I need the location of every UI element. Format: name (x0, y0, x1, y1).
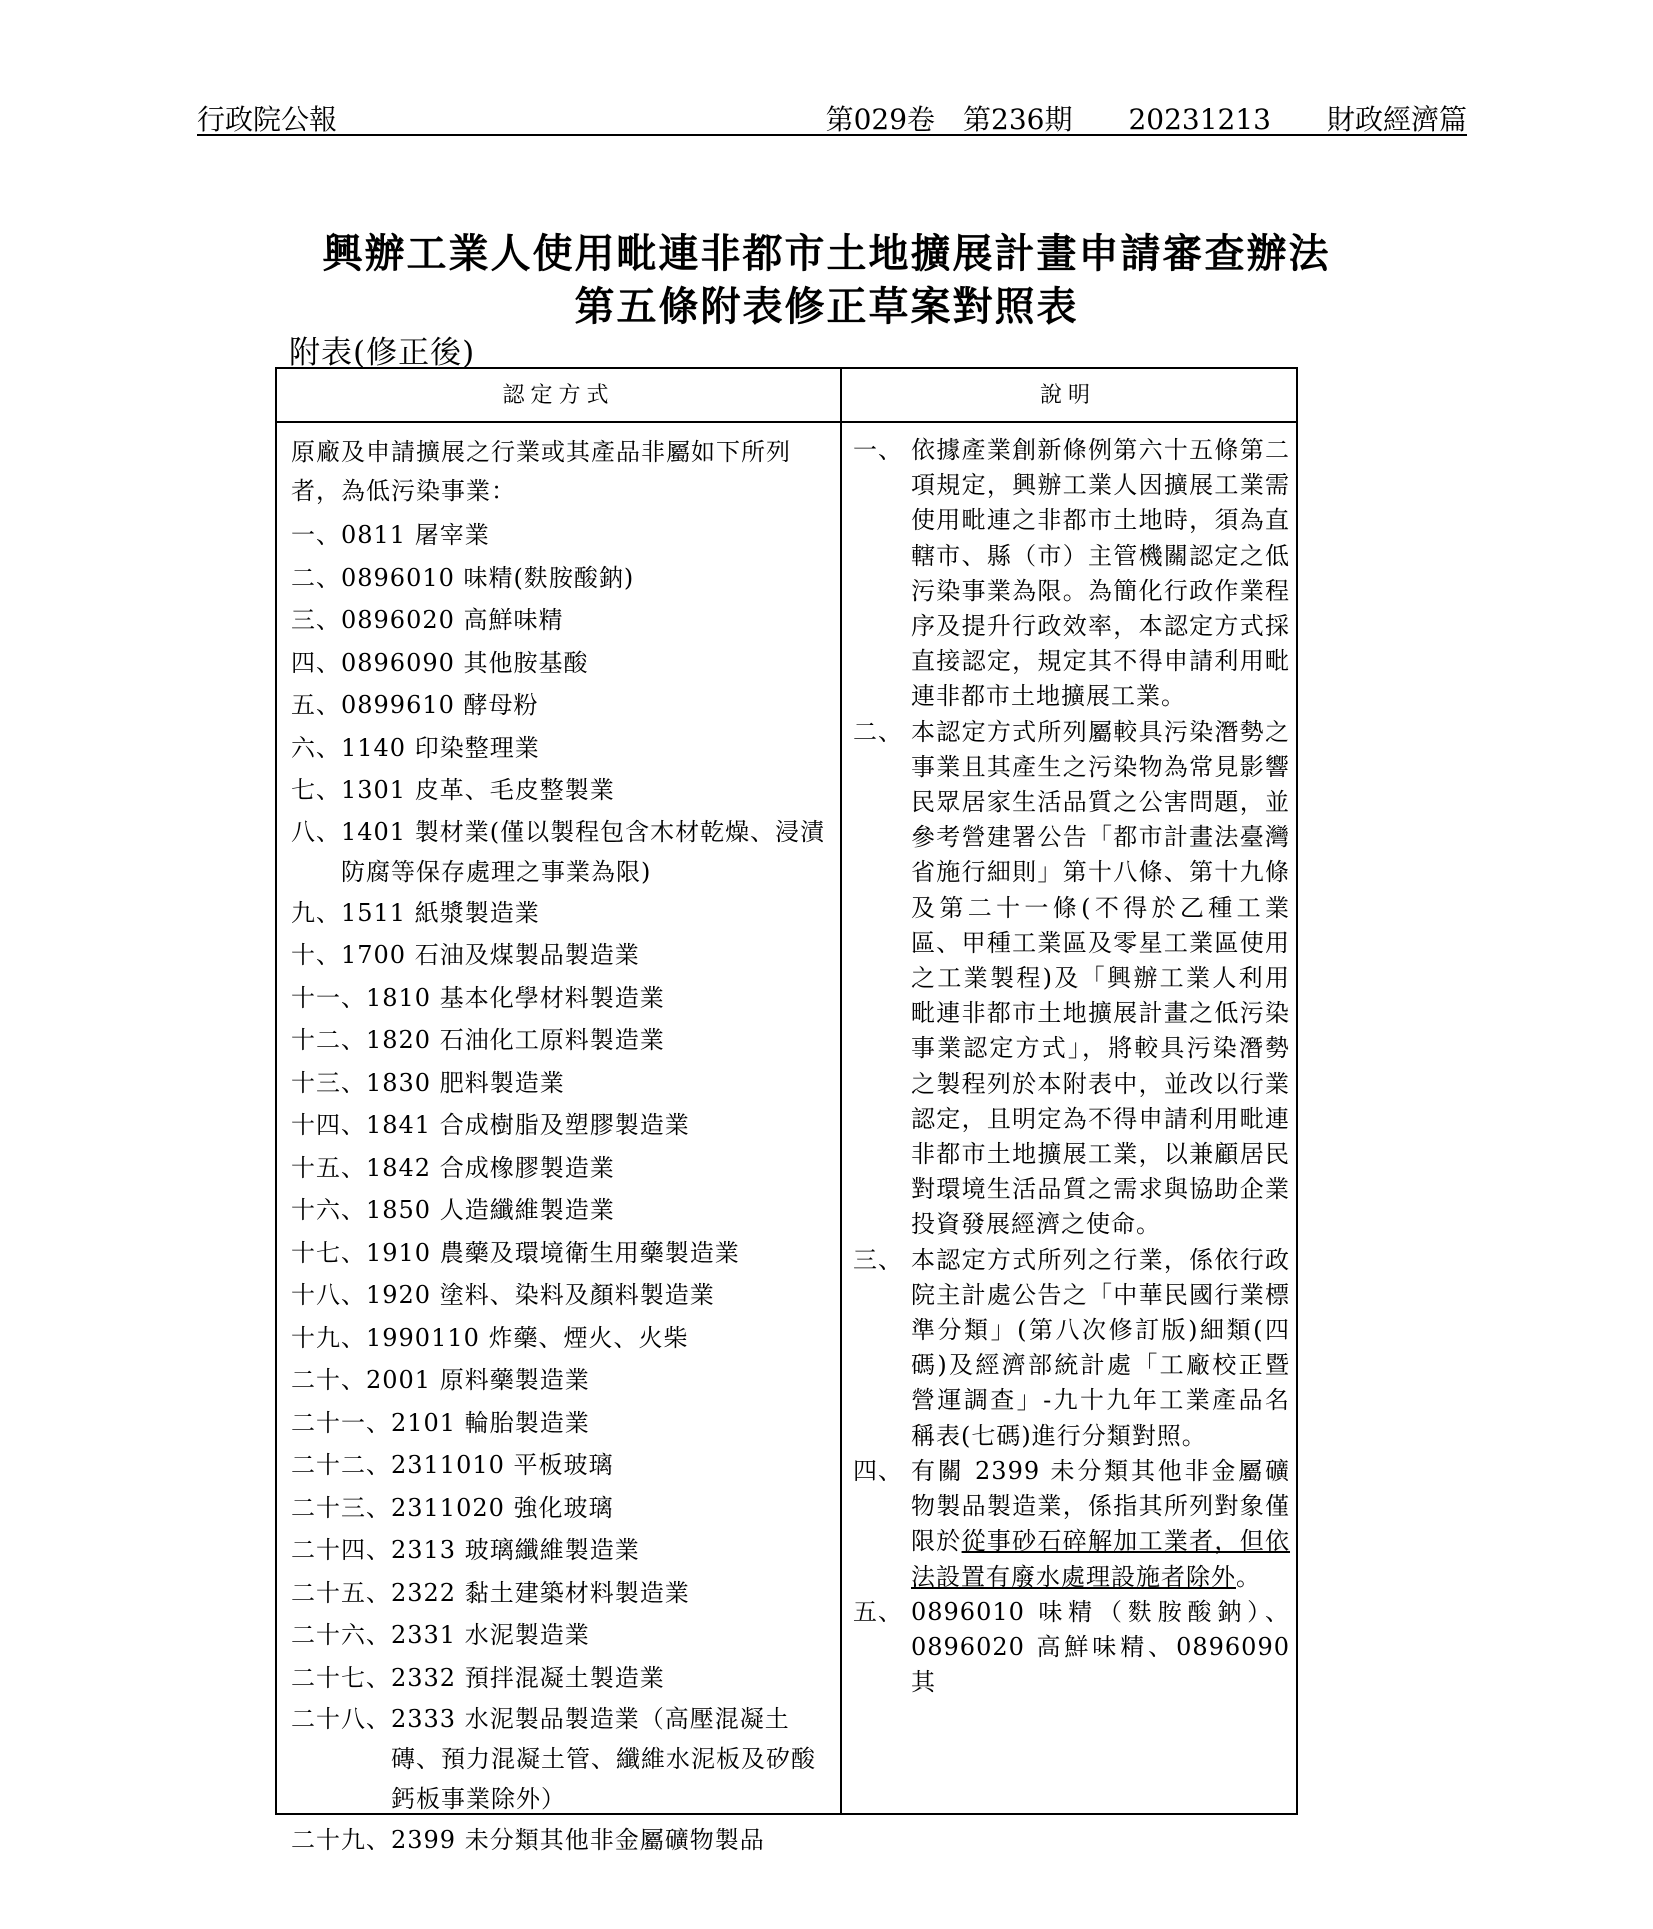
item-text: 1990110 炸藥、煙火、火柴 (366, 1323, 689, 1352)
paragraph-number: 二、 (853, 717, 903, 746)
industry-list-item (291, 1317, 831, 1360)
industry-list-item (291, 1487, 831, 1530)
document-title-line2: 第五條附表修正草案對照表 (574, 283, 1079, 330)
item-text: 1841 合成樹脂及塑膠製造業 (366, 1111, 690, 1139)
item-number: 十八、 (291, 1281, 366, 1309)
industry-list-item (291, 1614, 831, 1657)
item-number: 十九、 (291, 1323, 366, 1352)
industry-list-item (291, 1359, 831, 1402)
paragraph-number: 四、 (853, 1456, 903, 1485)
comparison-table (275, 367, 1298, 1854)
item-text: 0896090 其他胺基酸 (341, 648, 589, 677)
item-text: 1920 塗料、染料及顏料製造業 (366, 1281, 715, 1309)
industry-list-item (291, 1274, 831, 1317)
item-text: 1401 製材業(僅以製程包含木材乾燥、浸漬防腐等保存處理之事業為限) (341, 817, 826, 886)
item-number: 二十六、 (291, 1621, 391, 1649)
item-text: 1842 合成橡膠製造業 (366, 1153, 615, 1182)
item-text: 2333 水泥製品製造業（高壓混凝土磚、預力混凝土管、纖維水泥板及矽酸鈣板事業除外） (391, 1705, 816, 1813)
item-text: 1820 石油化工原料製造業 (366, 1026, 665, 1054)
item-number: 三、 (291, 606, 341, 634)
item-number: 十七、 (291, 1238, 366, 1267)
industry-list-item (291, 1189, 831, 1232)
paragraph-text (911, 1454, 1290, 1595)
item-number: 二十二、 (291, 1451, 391, 1479)
paragraph-text: 本認定方式所列屬較具污染潛勢之事業且其產生之污染物為常見影響民眾居家生活品質之公害問題，並參考營建署公告「都市計畫法臺灣省施行細則」第十八條、第十九條及第二十一條(不得於乙種工業區、甲種工業區及零星工業區使用之工業製程)及「興辦工業人利用毗連非都市土地擴展計畫之低污染事業認定方式」，將較具污染潛勢之製程列於本附表中，並改以行業認定，且明定為不得申請利用毗連非都市土地擴展工業，以兼顧居民對環境生活品質之需求與協助企業投資發展經濟之使命。 (911, 717, 1290, 1239)
industry-list-item (291, 1147, 831, 1190)
item-number: 二、 (291, 563, 341, 592)
paragraph-text-post: 。 (1236, 1562, 1261, 1591)
explanation-paragraph (853, 1243, 1290, 1454)
item-number: 八、 (291, 817, 341, 846)
industry-list-item (291, 557, 831, 600)
item-number: 二十五、 (291, 1578, 391, 1607)
paragraph-text: 0896010 味精（麩胺酸鈉）、0896020 高鮮味精、0896090 其 (911, 1597, 1290, 1697)
industry-list-item (291, 599, 831, 642)
item-text: 2101 輪胎製造業 (391, 1408, 590, 1437)
item-text: 2001 原料藥製造業 (366, 1366, 590, 1394)
industry-list-item (291, 514, 831, 557)
amended-text: 從事砂石碎解加工業者，但依法設置有廢水處理設施者除外 (911, 1527, 1291, 1591)
paragraph-text-pre: 有關 2399 未分類其他非金屬礦物製品製造業，係指其所列對象僅限於 (911, 1456, 1290, 1556)
item-text: 2331 水泥製造業 (391, 1621, 590, 1649)
table-caption: 附表(修正後) (289, 335, 476, 371)
explanation-paragraph (853, 1595, 1290, 1701)
industry-list-item (291, 1104, 831, 1147)
item-number: 十、 (291, 941, 341, 969)
item-text: 1140 印染整理業 (341, 733, 540, 762)
item-number: 二十四、 (291, 1536, 391, 1564)
item-number: 九、 (291, 898, 341, 927)
explanation-paragraph (853, 433, 1290, 715)
item-text: 1810 基本化學材料製造業 (366, 983, 665, 1012)
industry-list-item (291, 892, 831, 935)
item-number: 六、 (291, 733, 341, 762)
item-number: 二十、 (291, 1366, 366, 1394)
industry-list-item (291, 1402, 831, 1445)
industry-list-item (291, 769, 831, 812)
column-header-explanation: 說明 (840, 369, 1296, 423)
item-number: 五、 (291, 691, 341, 719)
document-title-line1: 興辦工業人使用毗連非都市土地擴展計畫申請審查辦法 (322, 230, 1331, 277)
industry-list-item (291, 727, 831, 770)
industry-list-item (291, 1819, 831, 1862)
explanation-column (853, 433, 1290, 1700)
item-text: 2311020 強化玻璃 (391, 1493, 614, 1522)
paragraph-number: 三、 (853, 1245, 903, 1274)
paragraph-number: 五、 (853, 1597, 903, 1626)
column-divider (840, 369, 842, 1813)
item-number: 十二、 (291, 1026, 366, 1054)
explanation-paragraph (853, 715, 1290, 1243)
industry-list-item (291, 1572, 831, 1615)
industry-list-item (291, 812, 831, 892)
industry-list-item (291, 1232, 831, 1275)
industry-list-item (291, 1699, 831, 1819)
industry-list-item (291, 977, 831, 1020)
industry-list-item (291, 934, 831, 977)
item-number: 二十三、 (291, 1493, 391, 1522)
paragraph-number: 一、 (853, 436, 903, 464)
industry-list-item (291, 1019, 831, 1062)
item-text: 0811 屠宰業 (341, 521, 490, 549)
page-header (197, 98, 1467, 136)
explanation-paragraph (853, 1454, 1290, 1595)
industry-list-item (291, 1529, 831, 1572)
item-number: 十一、 (291, 983, 366, 1012)
publication-name: 行政院公報 (197, 103, 338, 136)
item-text: 2322 黏土建築材料製造業 (391, 1578, 690, 1607)
item-text: 0899610 酵母粉 (341, 691, 539, 719)
industry-list-item (291, 1444, 831, 1487)
item-text: 1850 人造纖維製造業 (366, 1196, 615, 1224)
item-text: 2332 預拌混凝土製造業 (391, 1663, 665, 1692)
item-text: 2313 玻璃纖維製造業 (391, 1536, 640, 1564)
industry-list-item (291, 684, 831, 727)
item-number: 七、 (291, 776, 341, 804)
item-text: 1910 農藥及環境衛生用藥製造業 (366, 1238, 740, 1267)
item-text: 1301 皮革、毛皮整製業 (341, 776, 615, 804)
industry-list-item (291, 642, 831, 685)
industry-list-item (291, 1657, 831, 1700)
item-text: 0896010 味精(麩胺酸鈉) (341, 563, 635, 592)
method-column (291, 433, 831, 1862)
item-number: 二十一、 (291, 1408, 391, 1437)
issue-info: 第029卷 第236期 20231213 財政經濟篇 (825, 103, 1467, 136)
item-number: 十六、 (291, 1196, 366, 1224)
item-text: 1511 紙漿製造業 (341, 898, 540, 927)
item-text: 0896020 高鮮味精 (341, 606, 564, 634)
item-text: 2399 未分類其他非金屬礦物製品 (391, 1826, 765, 1854)
paragraph-text: 依據產業創新條例第六十五條第二項規定，興辦工業人因擴展工業需使用毗連之非都市土地時，須為直轄市、縣（市）主管機關認定之低污染事業為限。為簡化行政作業程序及提升行政效率，本認定方式採直接認定，規定其不得申請利用毗連非都市土地擴展工業。 (911, 436, 1290, 711)
item-number: 二十七、 (291, 1663, 391, 1692)
method-intro: 原廠及申請擴展之行業或其產品非屬如下所列者，為低污染事業： (291, 438, 791, 505)
item-number: 二十九、 (291, 1826, 391, 1854)
column-header-method: 認定方式 (277, 369, 840, 423)
item-number: 四、 (291, 648, 341, 677)
paragraph-text: 本認定方式所列之行業，係依行政院主計處公告之「中華民國行業標準分類」(第八次修訂版)細類(四碼)及經濟部統計處「工廠校正暨營運調查」-九十九年工業產品名稱表(七碼)進行分類對照。 (911, 1245, 1290, 1450)
item-number: 一、 (291, 521, 341, 549)
item-text: 1700 石油及煤製品製造業 (341, 941, 640, 969)
item-text: 1830 肥料製造業 (366, 1068, 565, 1097)
item-number: 十五、 (291, 1153, 366, 1182)
item-number: 十三、 (291, 1068, 366, 1097)
item-number: 二十八、 (291, 1705, 391, 1733)
item-text: 2311010 平板玻璃 (391, 1451, 614, 1479)
item-number: 十四、 (291, 1111, 366, 1139)
industry-list-item (291, 1062, 831, 1105)
